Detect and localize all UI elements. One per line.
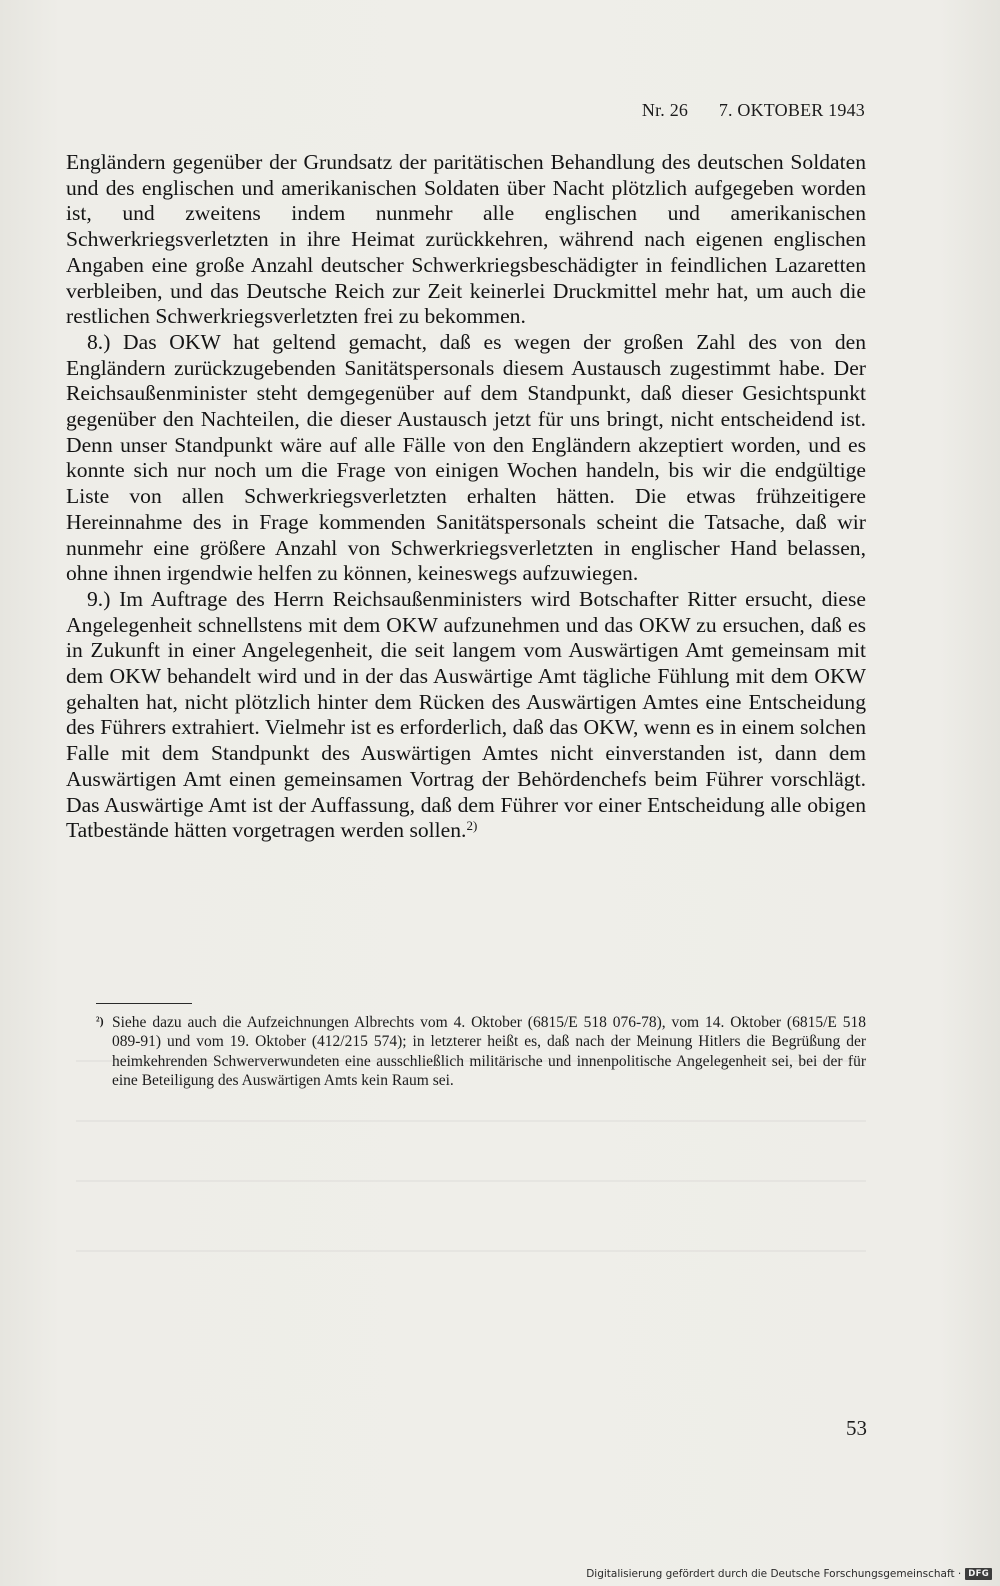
document-date: 7. OKTOBER 1943 <box>718 100 865 120</box>
footnote-reference[interactable]: 2) <box>466 818 478 834</box>
running-head <box>642 100 865 121</box>
footnote <box>96 1013 866 1091</box>
footnote-text: Siehe dazu auch die Aufzeichnungen Albrechts vom 4. Oktober (6815/E 518 076-78), vom 14. Oktober (6815/E 518 089-91) und vom 19. Oktober (412/215 574); in letzterer heißt es, daß nach der Meinung Hitlers die Begrüßung der heimkehrenden Schwerverwundeten eine ausschließlich militärische und innenpolitische Angelegenheit sei, bei der für eine Beteiligung des Auswärtigen Amts kein Raum sei. <box>112 1014 866 1090</box>
paragraph-point-8 <box>66 330 866 587</box>
footnote-divider <box>96 1003 192 1004</box>
paragraph-continuation <box>66 150 866 330</box>
bleed-through-line <box>76 1180 866 1182</box>
paragraph-text: 8.) Das OKW hat geltend gemacht, daß es wegen der großen Zahl des von den Engländern zurückzugebenden Sanitätspersonals diesem Austausch zugestimmt habe. Der Reichsaußenminister steht demgegenüber auf dem Standpunkt, daß dieser Gesichtspunkt gegenüber den Nachteilen, die dieser Austausch jetzt für uns bringt, nicht entscheidend ist. Denn unser Standpunkt wäre auf alle Fälle von den Engländern akzeptiert worden, und es konnte sich nur noch um die Frage von einigen Wochen handeln, bis wir die endgültige Liste von allen Schwerkriegsverletzten erhalten hätten. Die etwas frühzeitigere Hereinnahme des in Frage kommenden Sanitätspersonals scheint die Tatsache, daß wir nunmehr eine größere Anzahl von Schwerkriegsverletzten in englischer Hand belassen, ohne ihnen irgendwie helfen zu können, keineswegs aufzuwiegen. <box>66 329 866 586</box>
paragraph-text: Engländern gegenüber der Grundsatz der paritätischen Behandlung des deutschen Soldaten und des englischen und amerikanischen Soldaten über Nacht plötzlich aufgegeben worden ist, und zweitens indem nunmehr alle englischen und amerikanischen Schwerkriegsverletzten in ihre Heimat zurückkehren, während nach eigenen englischen Angaben eine große Anzahl deutscher Schwerkriegsbeschädigter in feindlichen Lazaretten verbleiben, und das Deutsche Reich zur Zeit keinerlei Druckmittel mehr hat, um auch die restlichen Schwerkriegsverletzten frei zu bekommen. <box>66 150 866 329</box>
dfg-logo-icon: DFG <box>965 1568 992 1580</box>
footnote-mark: ²) <box>96 1014 104 1028</box>
document-number: Nr. 26 <box>641 100 689 120</box>
bleed-through-line <box>76 1250 866 1252</box>
body-text <box>66 150 866 844</box>
page-number: 53 <box>846 1416 867 1440</box>
digitization-credit <box>586 1568 992 1580</box>
credit-text: Digitalisierung gefördert durch die Deutsche Forschungsgemeinschaft · <box>586 1568 962 1580</box>
bleed-through-line <box>76 1120 866 1122</box>
paragraph-point-9 <box>66 587 866 844</box>
paragraph-text: 9.) Im Auftrage des Herrn Reichsaußenministers wird Botschafter Ritter ersucht, diese Angelegenheit schnellstens mit dem OKW aufzunehmen und das OKW zu ersuchen, daß es in Zukunft in einer Angelegenheit, die seit langem vom Auswärtigen Amt gemeinsam mit dem OKW behandelt wird und in der das Auswärtige Amt tägliche Fühlung mit dem OKW gehalten hat, nicht plötzlich hinter dem Rücken des Auswärtigen Amtes eine Entscheidung des Führers extrahiert. Vielmehr ist es erforderlich, daß das OKW, wenn es in einem solchen Falle mit dem Standpunkt des Auswärtigen Amtes nicht einverstanden ist, dann dem Auswärtigen Amt einen gemeinsamen Vortrag der Behördenchefs beim Führer vorschlägt. Das Auswärtige Amt ist der Auffassung, daß dem Führer vor einer Entscheidung alle obigen Tatbestände hätten vorgetragen werden sollen. <box>66 586 866 843</box>
